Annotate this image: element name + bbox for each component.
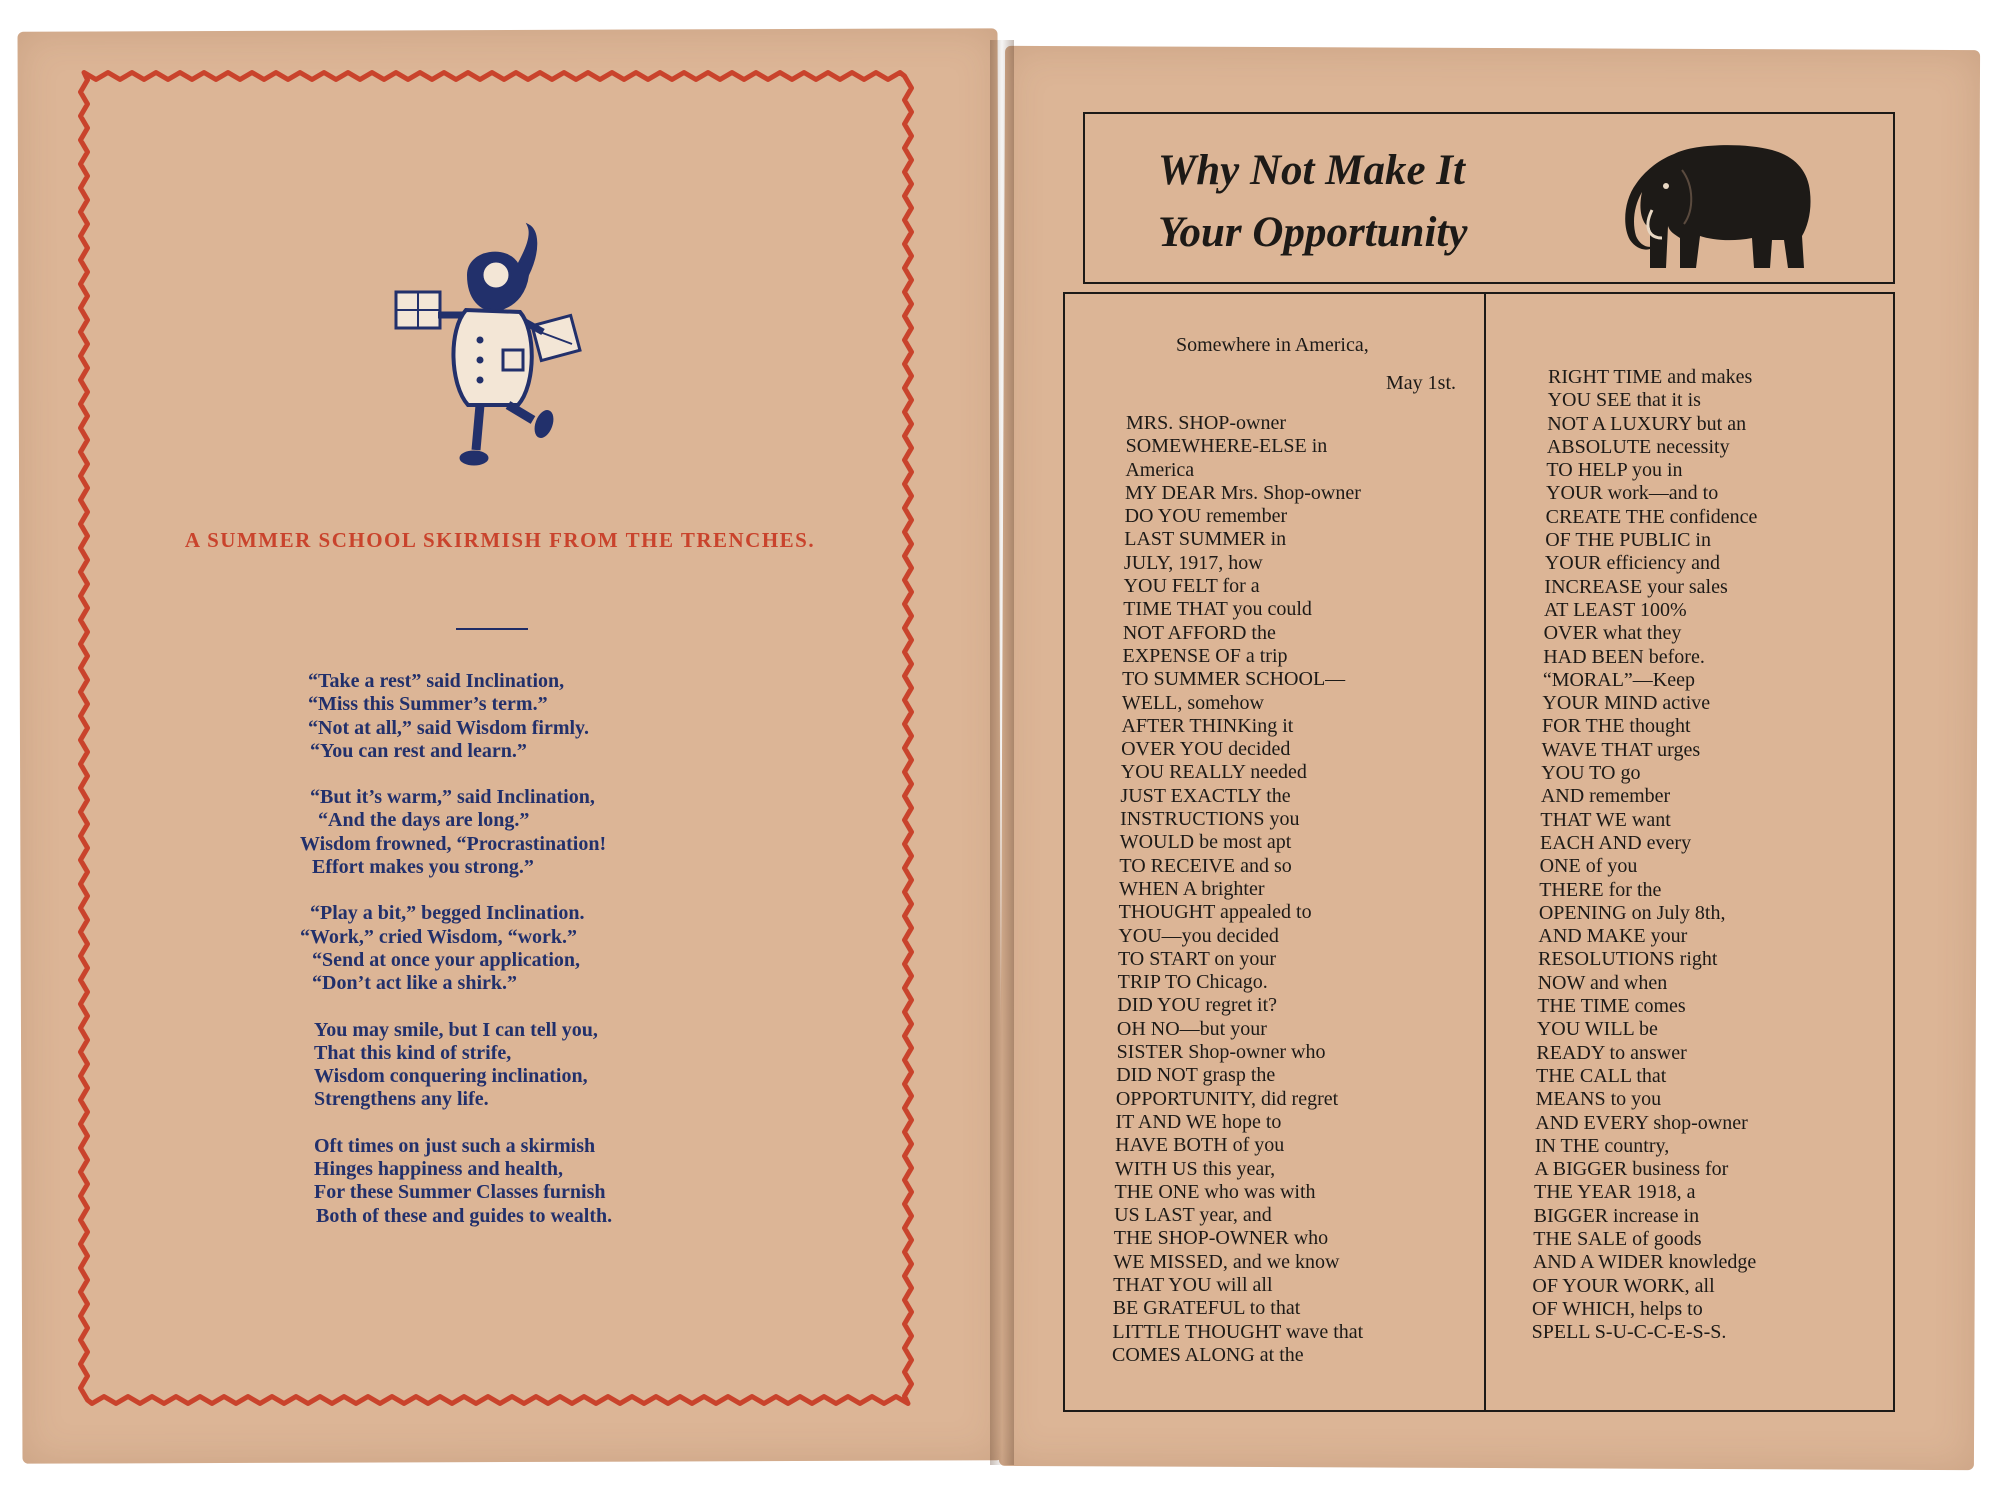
letter-line: IT AND WE hope to <box>1115 1110 1282 1133</box>
letter-line: TO SUMMER SCHOOL— <box>1122 668 1346 691</box>
letter-line: JUST EXACTLY the <box>1120 784 1291 807</box>
letter-line: HAD BEEN before. <box>1543 645 1705 668</box>
letter-line: TRIP TO Chicago. <box>1117 971 1268 994</box>
letter-line: AND A WIDER knowledge <box>1532 1251 1757 1274</box>
poem-line: “Send at once your application, <box>312 948 580 971</box>
letter-line: COMES ALONG at the <box>1112 1343 1304 1366</box>
letter-line: NOT AFFORD the <box>1122 621 1276 644</box>
letter-line: EACH AND every <box>1540 831 1692 854</box>
letter-place: Somewhere in America, <box>1176 334 1369 356</box>
poem-line: Wisdom frowned, “Procrastination! <box>300 832 607 855</box>
poem-stanza <box>300 902 760 995</box>
letter-line: WAVE THAT urges <box>1541 738 1701 761</box>
letter-line: EXPENSE OF a trip <box>1122 644 1288 667</box>
poem-line: Hinges happiness and health, <box>314 1158 563 1181</box>
poem-line: “Take a rest” said Inclination, <box>308 670 565 692</box>
letter-line: THAT YOU will all <box>1113 1273 1273 1296</box>
poem-line: “You can rest and learn.” <box>310 739 527 762</box>
letter-line: YOUR efficiency and <box>1544 552 1720 575</box>
letter-line: WE MISSED, and we know <box>1113 1250 1340 1273</box>
letter-line: YOU FELT for a <box>1123 575 1260 598</box>
letter-line: NOW and when <box>1537 971 1668 994</box>
letter-line: INSTRUCTIONS you <box>1120 808 1300 831</box>
letter-line: THE YEAR 1918, a <box>1534 1181 1696 1204</box>
letter-line: OVER what they <box>1543 622 1682 645</box>
letter-line: OF THE PUBLIC in <box>1545 529 1711 552</box>
letter-line: America <box>1125 458 1195 481</box>
letter-line: SISTER Shop-owner who <box>1116 1041 1326 1064</box>
letter-line: THOUGHT appealed to <box>1118 901 1312 924</box>
letter-line: OPENING on July 8th, <box>1538 901 1726 924</box>
poem-title: A SUMMER SCHOOL SKIRMISH FROM THE TRENCHES. <box>184 528 816 552</box>
letter-line: FOR THE thought <box>1542 715 1691 738</box>
column-divider <box>1484 294 1486 1410</box>
title-divider <box>456 628 528 630</box>
letter-line: THE SALE of goods <box>1533 1227 1702 1250</box>
letter-line: ABSOLUTE necessity <box>1546 435 1730 458</box>
letter-line: TO HELP you in <box>1546 459 1683 482</box>
letter-line: YOU REALLY needed <box>1120 761 1307 784</box>
letter-line: SOMEWHERE-ELSE in <box>1125 435 1328 458</box>
letter-line: THERE for the <box>1539 878 1662 901</box>
letter-line: YOUR work—and to <box>1546 482 1719 505</box>
letter-line: AND remember <box>1540 785 1671 808</box>
letter-line: THE TIME comes <box>1537 995 1686 1018</box>
poem-line: Effort makes you strong.” <box>312 856 534 879</box>
poem-line: That this kind of strife, <box>314 1041 512 1064</box>
letter-line: MRS. SHOP-owner <box>1126 412 1287 434</box>
header-title <box>1158 140 1578 264</box>
letter-line: LAST SUMMER in <box>1124 528 1287 551</box>
poem-line: For these Summer Classes furnish <box>314 1181 606 1204</box>
letter-line: WOULD be most apt <box>1119 831 1292 854</box>
letter-line: OVER YOU decided <box>1121 738 1291 761</box>
letter-line: YOU WILL be <box>1536 1018 1658 1041</box>
letter-column-left <box>1112 412 1476 1367</box>
letter-line: US LAST year, and <box>1114 1204 1272 1227</box>
letter-line: BIGGER increase in <box>1533 1204 1700 1227</box>
letter-line: ONE of you <box>1539 855 1638 878</box>
poem-line: Wisdom conquering inclination, <box>314 1065 588 1088</box>
letter-line: YOU SEE that it is <box>1547 389 1701 412</box>
poem-line: Oft times on just such a skirmish <box>314 1134 596 1157</box>
letter-line: THAT WE want <box>1540 808 1671 831</box>
poem-line: Both of these and guides to wealth. <box>316 1204 613 1227</box>
letter-line: THE SHOP-OWNER who <box>1113 1227 1329 1250</box>
letter-line: WITH US this year, <box>1114 1157 1276 1180</box>
letter-line: DID NOT grasp the <box>1116 1064 1276 1087</box>
letter-column-right <box>1531 366 1888 1344</box>
letter-line: CREATE THE confidence <box>1545 505 1758 528</box>
poem-stanza <box>300 1135 760 1228</box>
poem-line: “Miss this Summer’s term.” <box>308 693 548 716</box>
letter-line: RESOLUTIONS right <box>1538 948 1718 971</box>
letter-line: SPELL S-U-C-C-E-S-S. <box>1531 1321 1727 1344</box>
letter-line: “MORAL”—Keep <box>1542 668 1695 691</box>
letter-line: WHEN A brighter <box>1119 877 1265 900</box>
poem-line: “Not at all,” said Wisdom firmly. <box>308 716 589 739</box>
letter-line: JULY, 1917, how <box>1123 551 1263 574</box>
letter-line: YOU—you decided <box>1118 924 1279 947</box>
poem-stanza <box>300 786 760 879</box>
letter-line: NOT A LUXURY but an <box>1547 412 1747 435</box>
letter-line: BE GRATEFUL to that <box>1112 1297 1301 1320</box>
letter-line: READY to answer <box>1536 1041 1687 1064</box>
letter-line: TO RECEIVE and so <box>1119 854 1292 877</box>
letter-line: INCREASE your sales <box>1544 575 1728 598</box>
letter-line: WELL, somehow <box>1121 691 1264 714</box>
letter-line: LITTLE THOUGHT wave that <box>1112 1320 1364 1343</box>
letter-line: AFTER THINKing it <box>1121 714 1294 737</box>
letter-line: DID YOU regret it? <box>1117 994 1278 1017</box>
letter-line: DO YOU remember <box>1124 505 1288 528</box>
elephant-mascot-icon <box>368 220 608 470</box>
header-line-2: Your Opportunity <box>1158 209 1468 256</box>
poem-line: “Play a bit,” begged Inclination. <box>310 902 585 925</box>
letter-date: May 1st. <box>1386 372 1456 394</box>
letter-line: A BIGGER business for <box>1534 1158 1729 1181</box>
letter-line: YOUR MIND active <box>1542 692 1711 715</box>
letter-line: IN THE country, <box>1534 1134 1670 1157</box>
letter-line: YOU TO go <box>1541 762 1641 785</box>
header-line-1: Why Not Make It <box>1158 147 1465 194</box>
poem-line: “Don’t act like a shirk.” <box>312 972 517 995</box>
poem <box>300 670 760 1251</box>
letter-line: TIME THAT you could <box>1123 598 1312 621</box>
poem-line: “Work,” cried Wisdom, “work.” <box>300 925 578 948</box>
letter-line: THE ONE who was with <box>1114 1180 1316 1203</box>
letter-line: MY DEAR Mrs. Shop-owner <box>1124 481 1361 504</box>
letter-line: AT LEAST 100% <box>1544 598 1687 621</box>
poem-stanza <box>300 670 760 763</box>
poem-line: “And the days are long.” <box>318 809 530 832</box>
letter-line: RIGHT TIME and makes <box>1548 366 1753 388</box>
poem-line: You may smile, but I can tell you, <box>314 1018 598 1041</box>
poem-line: Strengthens any life. <box>314 1088 489 1111</box>
letter-line: AND MAKE your <box>1538 925 1688 948</box>
poem-stanza <box>300 1019 760 1112</box>
letter-line: OH NO—but your <box>1116 1017 1267 1040</box>
letter-line: TO START on your <box>1117 947 1277 970</box>
letter-line: AND EVERY shop-owner <box>1535 1111 1748 1134</box>
letter-line: HAVE BOTH of you <box>1115 1134 1285 1157</box>
elephant-icon <box>1622 140 1818 275</box>
letter-line: OPPORTUNITY, did regret <box>1115 1087 1339 1110</box>
letter-line: OF YOUR WORK, all <box>1532 1274 1715 1297</box>
letter-line: MEANS to you <box>1535 1088 1662 1111</box>
poem-line: “But it’s warm,” said Inclination, <box>310 786 595 809</box>
letter-line: OF WHICH, helps to <box>1532 1297 1703 1320</box>
book-gutter <box>990 40 1014 1465</box>
letter-line: THE CALL that <box>1536 1064 1667 1087</box>
